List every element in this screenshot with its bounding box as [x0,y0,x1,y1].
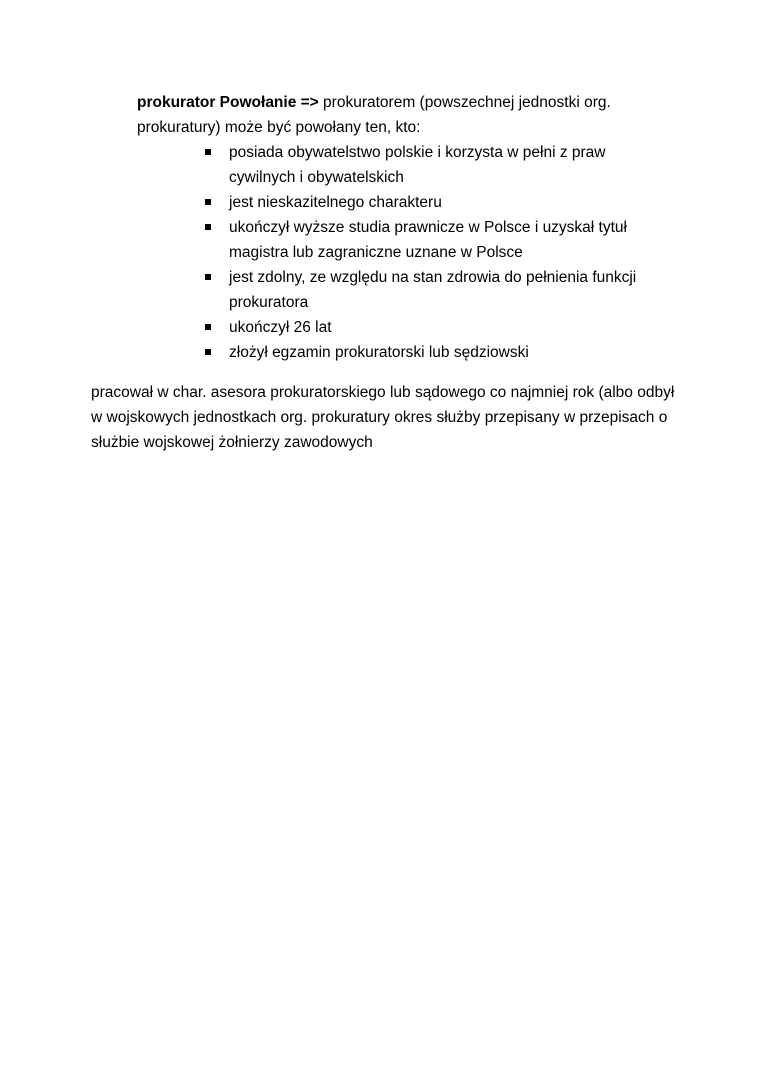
intro-lead-text: prokuratorem (powszechnej jednostki org. prokuratury) może być powołany ten, kto: [137,94,611,136]
list-item [205,140,675,190]
list-item-text: ukończył 26 lat [229,319,332,336]
intro-lead-bold: prokurator Powołanie => [137,94,319,111]
closing-paragraph: pracował w char. asesora prokuratorskiego lub sądowego co najmniej rok (albo odbył w wojskowych jednostkach org. prokuratury okres służby przepisany w przepisach o służbie wojskowej żołnierzy zawodowych [91,384,675,451]
square-bullet-icon [205,349,211,355]
list-item [205,340,675,365]
list-item-text: ukończył wyższe studia prawnicze w Polsce i uzyskał tytuł magistra lub zagraniczne uznane w Polsce [229,219,627,261]
square-bullet-icon [205,149,211,155]
list-item-text: posiada obywatelstwo polskie i korzysta w pełni z praw cywilnych i obywatelskich [229,144,606,186]
square-bullet-icon [205,199,211,205]
square-bullet-icon [205,224,211,230]
list-item-text: jest zdolny, ze względu na stan zdrowia do pełnienia funkcji prokuratora [229,269,637,311]
list-item [205,315,675,340]
list-item-text: jest nieskazitelnego charakteru [229,194,442,211]
list-item [205,215,675,265]
list-item-text: złożył egzamin prokuratorski lub sędziowski [229,344,529,361]
square-bullet-icon [205,274,211,280]
square-bullet-icon [205,324,211,330]
intro-paragraph [137,90,677,140]
list-item [205,265,675,315]
list-item [205,190,675,215]
requirements-list [205,140,675,365]
